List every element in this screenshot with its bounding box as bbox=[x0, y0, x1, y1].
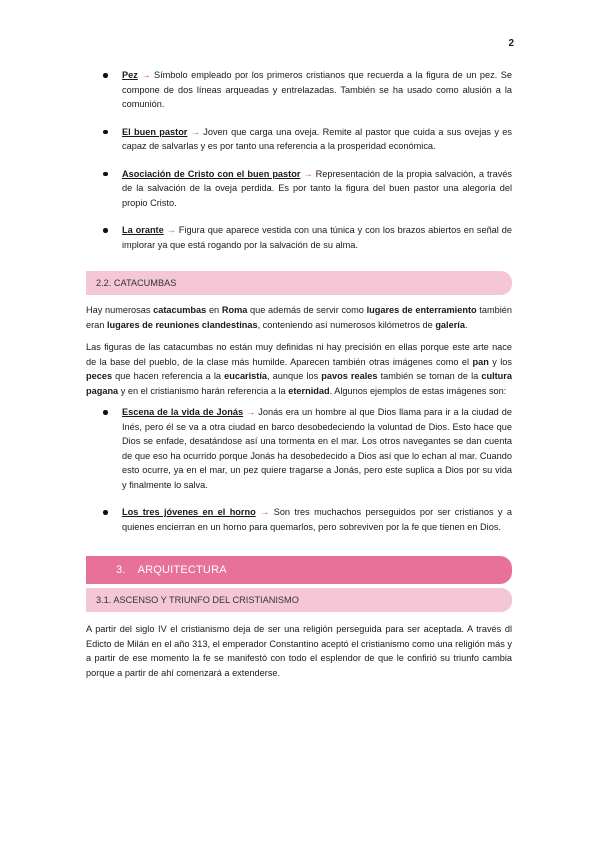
list-item-buen-pastor bbox=[86, 125, 512, 154]
list-item-tres-jovenes bbox=[86, 505, 512, 534]
bold-run: galería bbox=[435, 319, 465, 330]
examples-list bbox=[86, 405, 512, 534]
bold-run: lugares de enterramiento bbox=[366, 305, 477, 315]
item-text: Jonás era un hombre al que Dios llama para ir a la ciudad de Inés, pero él se va a otra ciudad en barco desobedeciendo la voluntad de Dios. Esto hace que Dios se enfade, desatándose así una tormenta en el mar. Los otros navegantes se dan cuenta de que eso ha ocurrido porque Jonás ha desobedecido a Dios así que lo echan al mar. Cuando esto ocurre, ya en el mar, un pez quiere tragarse a Jonás, pero este suplica a Dios por su vida y finalmente lo salva. bbox=[122, 407, 512, 490]
list-item-pez bbox=[86, 68, 512, 112]
bold-run: pan bbox=[472, 356, 489, 367]
arrow-icon: → bbox=[166, 225, 176, 235]
text-run: , aunque los bbox=[267, 371, 322, 381]
text-run: . Algunos ejemplos de estas imágenes son: bbox=[329, 385, 507, 396]
term-label: Pez bbox=[122, 70, 138, 80]
list-item-cristo-pastor bbox=[86, 167, 512, 211]
bold-run: lugares de reuniones clandestinas bbox=[106, 319, 258, 330]
bold-run: eucaristía bbox=[224, 371, 268, 381]
list-item-orante bbox=[86, 223, 512, 252]
text-run: en bbox=[206, 305, 222, 315]
bullet-icon bbox=[103, 410, 108, 415]
text-run: que hacen referencia a la bbox=[112, 371, 225, 381]
item-text: Representación de la propia salvación, a través de la salvación de la oveja perdida. Es por tanto la figura del buen pastor una alegoría del propio Cristo. bbox=[122, 168, 512, 208]
bullet-icon bbox=[103, 73, 108, 78]
list-item-jonas bbox=[86, 405, 512, 492]
term-label: Escena de la vida de Jonás bbox=[122, 407, 244, 417]
bold-run: pavos reales bbox=[321, 371, 378, 381]
item-text: Joven que carga una oveja. Remite al pastor que cuida a sus ovejas y es capaz de salvarlas y es por tanto una referencia a la prosperidad económica. bbox=[122, 126, 512, 151]
text-run: que además de servir como bbox=[247, 305, 367, 315]
section-heading-arquitectura bbox=[86, 556, 512, 584]
arrow-icon: → bbox=[141, 70, 151, 80]
bullet-icon bbox=[103, 130, 108, 135]
bold-run: cultura pagana bbox=[86, 371, 512, 396]
text-run: y en el cristianismo harán referencia a la bbox=[118, 385, 289, 396]
page-content bbox=[86, 68, 512, 680]
section-heading-catacumbas: 2.2. CATACUMBAS bbox=[86, 271, 512, 295]
bold-run: peces bbox=[86, 371, 113, 381]
term-label: La orante bbox=[122, 225, 164, 235]
text-run: Hay numerosas bbox=[86, 305, 154, 315]
text-run: Las figuras de las catacumbas no están muy definidas ni hay precisión en ellas porque este arte nace de la base del pueblo, de la clase más humilde. Aparecen también otras imágenes como el bbox=[86, 342, 512, 367]
text-run: , conteniendo así numerosos kilómetros de bbox=[257, 319, 436, 330]
text-run: también se toman de la bbox=[377, 371, 482, 381]
paragraph-catacumbas-figuras bbox=[86, 340, 512, 398]
text-run: y los bbox=[488, 356, 512, 367]
term-label: El buen pastor bbox=[122, 126, 188, 137]
item-text: Son tres muchachos perseguidos por ser cristianos y a quienes encierran en un horno para quemarlos, pero sobreviven por la fe que tienen en Dios. bbox=[122, 507, 512, 532]
paragraph-ascenso: A partir del siglo IV el cristianismo deja de ser una religión perseguida para ser aceptada. A través dl Edicto de Milán en el año 313, el emperador Constantino aceptó el cristianismo como una religión más y a partir de ese momento la fe se manifestó con todo el esplendor de que le confirió su triunfo cambia porque a partir de ahí comenzará a extenderse. bbox=[86, 624, 512, 678]
item-text: Figura que aparece vestida con una túnica y con los brazos abiertos en señal de implorar ya que está rogando por la salvación de su alma. bbox=[122, 225, 512, 250]
section-heading-ascenso: 3.1. ASCENSO Y TRIUNFO DEL CRISTIANISMO bbox=[86, 588, 512, 612]
bold-run: catacumbas bbox=[153, 305, 207, 315]
section-title: ARQUITECTURA bbox=[137, 564, 227, 576]
text-run: también eran bbox=[86, 305, 512, 330]
paragraph-catacumbas-intro bbox=[86, 303, 512, 332]
page-number: 2 bbox=[508, 38, 514, 49]
term-label: Los tres jóvenes en el horno bbox=[122, 507, 256, 517]
bullet-icon bbox=[103, 510, 108, 515]
bold-run: Roma bbox=[221, 305, 248, 315]
arrow-icon: → bbox=[303, 168, 313, 179]
item-text: Símbolo empleado por los primeros cristianos que recuerda a la figura de un pez. Se compone de dos líneas arqueadas y entrelazadas. También se ha usado como alusión a la comunión. bbox=[122, 70, 512, 109]
term-label: Asociación de Cristo con el buen pastor bbox=[122, 168, 301, 179]
arrow-icon: → bbox=[190, 126, 200, 137]
text-run: . bbox=[464, 319, 468, 330]
section-number: 3. bbox=[116, 564, 126, 576]
arrow-icon: → bbox=[246, 407, 256, 417]
bold-run: eternidad bbox=[288, 385, 330, 396]
bullet-icon bbox=[103, 172, 108, 177]
bullet-icon bbox=[103, 228, 108, 233]
symbols-list bbox=[86, 68, 512, 252]
arrow-icon: → bbox=[260, 507, 270, 517]
